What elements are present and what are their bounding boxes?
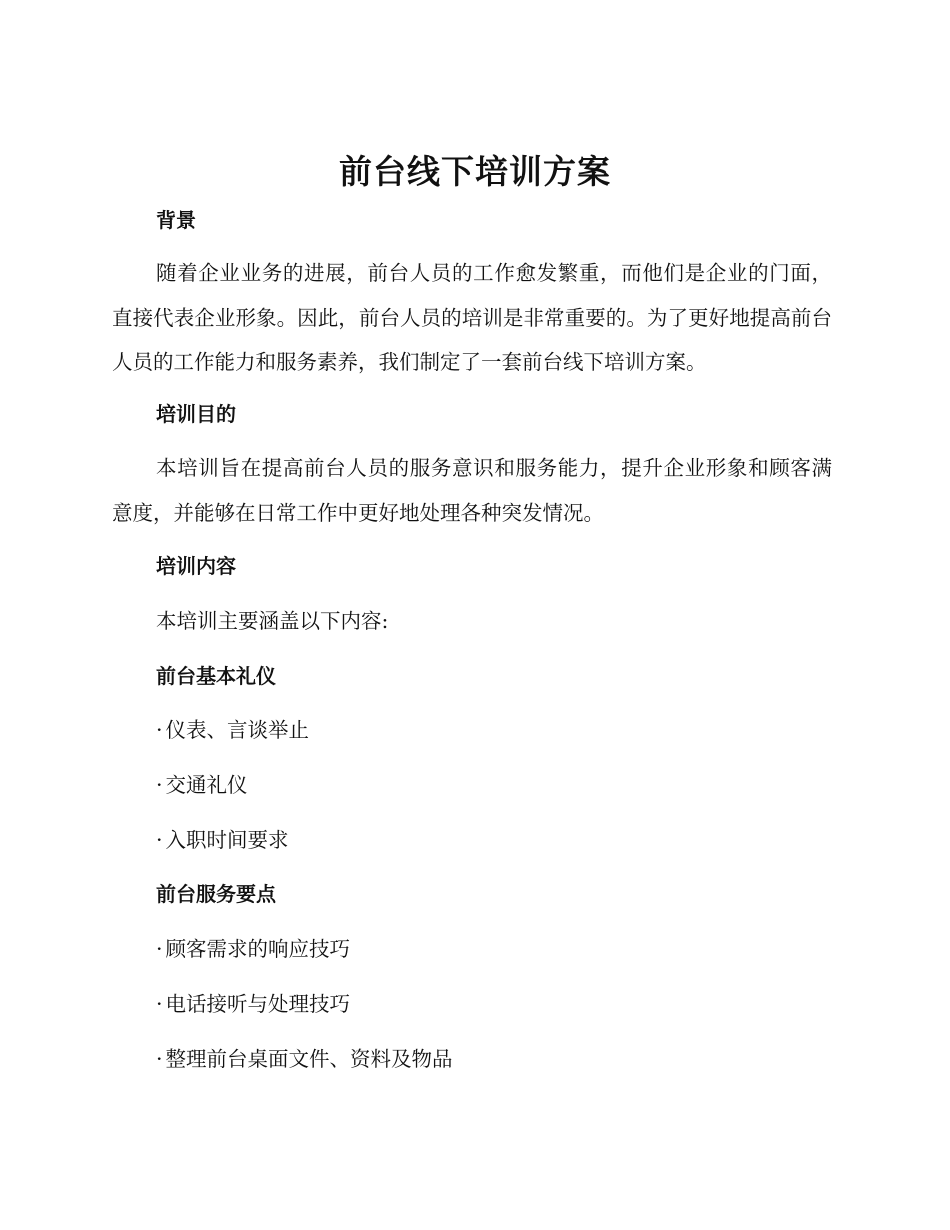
list-item-text: 交通礼仪 bbox=[165, 773, 248, 797]
list-item bbox=[156, 826, 289, 854]
bullet-icon: · bbox=[156, 773, 163, 797]
content-intro: 本培训主要涵盖以下内容: bbox=[156, 609, 389, 633]
bullet-icon: · bbox=[156, 1047, 163, 1071]
list-item-text: 仪表、言谈举止 bbox=[165, 718, 310, 742]
bullet-icon: · bbox=[156, 718, 163, 742]
background-paragraph: 随着企业业务的进展，前台人员的工作愈发繁重，而他们是企业的门面，直接代表企业形象。因此，前台人员的培训是非常重要的。为了更好地提高前台人员的工作能力和服务素养，我们制定了一套前台线下培训方案。 bbox=[112, 261, 832, 374]
list-item-text: 顾客需求的响应技巧 bbox=[165, 937, 351, 961]
list-item-text: 电话接听与处理技巧 bbox=[165, 992, 351, 1016]
subheading-service: 前台服务要点 bbox=[156, 882, 276, 906]
list-item bbox=[156, 716, 309, 744]
section-heading-content: 培训内容 bbox=[156, 554, 236, 578]
list-item bbox=[156, 990, 350, 1018]
bullet-icon: · bbox=[156, 937, 163, 961]
purpose-paragraph: 本培训旨在提高前台人员的服务意识和服务能力，提升企业形象和顾客满意度，并能够在日常工作中更好地处理各种突发情况。 bbox=[112, 456, 832, 525]
bullet-icon: · bbox=[156, 992, 163, 1016]
list-item-text: 整理前台桌面文件、资料及物品 bbox=[165, 1047, 453, 1071]
bullet-icon: · bbox=[156, 828, 163, 852]
section-heading-background: 背景 bbox=[156, 208, 196, 232]
document-title: 前台线下培训方案 bbox=[339, 152, 611, 191]
list-item-text: 入职时间要求 bbox=[165, 828, 289, 852]
list-item bbox=[156, 1045, 453, 1073]
list-item bbox=[156, 935, 350, 963]
subheading-etiquette: 前台基本礼仪 bbox=[156, 664, 276, 688]
section-heading-purpose: 培训目的 bbox=[156, 402, 236, 426]
list-item bbox=[156, 771, 248, 799]
